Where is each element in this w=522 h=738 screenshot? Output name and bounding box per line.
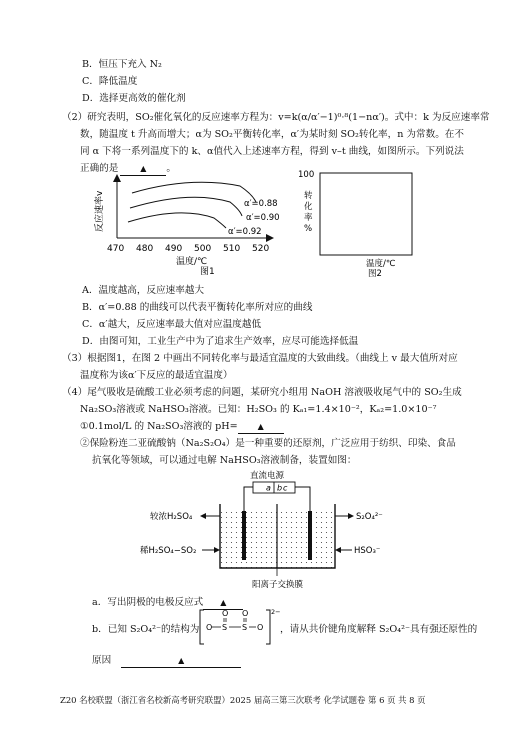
page-footer: Z20 名校联盟（浙江省名校新高考研究联盟）2025 届高三第三次联考 化学试题卷 第 6 页 共 8 页 (60, 695, 426, 705)
q2-line4: 正确的是 ▲ 。 (80, 163, 176, 174)
q4-sub2-line2: 抗氧化等领域，可以通过电解 NaHSO₃溶液制备，装置如图： (92, 455, 357, 466)
fig1-label-088: α′=0.88 (244, 199, 278, 209)
fig1-tick-520: 520 (252, 244, 270, 254)
svg-text:O: O (206, 623, 213, 632)
q2-option-c: C．α′越大，反应速率最大值对应温度越低 (82, 319, 262, 330)
right-bottom-label: HSO₃⁻ (354, 546, 381, 556)
q4-sub1: ①0.1mol/L 的 Na₂SO₃溶液的 pH= ▲ (80, 420, 284, 434)
left-top-label: 较浓H₂SO₄ (150, 512, 193, 522)
fig1-curve-088 (132, 182, 256, 202)
answer-blank: ▲ (140, 164, 147, 173)
fig2-xlabel: 温度/℃ (366, 259, 396, 269)
q4-part-a: a．写出阴极的电极反应式 ▲ (92, 596, 243, 610)
fig1-tick-500: 500 (194, 244, 212, 254)
option-c-top: C．降低温度 (82, 76, 138, 87)
svg-text:%: % (304, 224, 313, 234)
fig1-xlabel: 温度/℃ (176, 257, 208, 267)
svg-text:O: O (257, 623, 264, 632)
q2-line2: 数，随温度 t 升高而增大；α为 SO₂平衡转化率，α′为某时刻 SO₂转化率，n 为常数。在不 (80, 129, 464, 140)
answer-blank: ▲ (220, 598, 227, 607)
option-b-top: B．恒压下充入 N₂ (82, 59, 162, 70)
answer-blank: ▲ (178, 656, 185, 665)
fig2-plot-box (320, 173, 412, 255)
q4-reason: 原因 ▲ (92, 654, 241, 668)
fig1-tick-470: 470 (107, 244, 125, 254)
q4-line2: Na₂SO₃溶液或 NaHSO₃溶液。已知：H₂SO₃ 的 Kₐ₁=1.4×10⁻²，Kₐ₂=1.0×10⁻⁷ (80, 404, 437, 415)
q2-option-b: B．α′=0.88 的曲线可以代表平衡转化率所对应的曲线 (82, 302, 313, 313)
q2-line3: 同 α 下将一系列温度下的 k、α值代入上述速率方程，得到 v–t 曲线，如图所示。下列说法 (80, 146, 464, 157)
fig1-tick-480: 480 (136, 244, 154, 254)
q2-line1: （2）研究表明，SO₂催化氧化的反应速率方程为：v=k(α/α′−1)⁰·⁸(1−nα′)。式中：k 为反应速率常 (62, 112, 490, 123)
svg-text:O: O (242, 609, 249, 618)
q2-option-a: A．温度越高，反应速率越大 (82, 285, 205, 296)
fig1-label-090: α′=0.90 (246, 213, 280, 223)
fig2-top-tick: 100 (298, 170, 315, 180)
svg-text:S: S (242, 623, 248, 632)
q3-line2: 温度称为该α′下反应的最适宜温度） (80, 370, 233, 381)
svg-text:转: 转 (304, 191, 313, 201)
left-bottom-label: 稀H₂SO₄−SO₂ (140, 546, 197, 556)
dc-power-label: 直流电源 (250, 471, 285, 481)
figure-2 (298, 166, 438, 278)
structure-charge: 2− (271, 608, 281, 616)
electrolysis-diagram (140, 466, 400, 590)
fig2-caption: 图2 (368, 269, 382, 279)
fig1-label-092: α′=0.92 (228, 227, 262, 237)
svg-text:b: b (277, 483, 283, 493)
q2-option-d: D．由图可知，工业生产中为了追求生产效率，应尽可能选择低温 (82, 336, 359, 347)
q4-part-b-post: ，请从共价键角度解释 S₂O₄²⁻具有强还原性的 (280, 624, 478, 635)
q4-part-b-pre: b．已知 S₂O₄²⁻的结构为 (92, 624, 200, 635)
right-top-label: S₂O₄²⁻ (356, 512, 383, 522)
fig1-tick-490: 490 (165, 244, 183, 254)
svg-text:c: c (283, 483, 288, 493)
svg-text:率: 率 (304, 213, 313, 223)
s2o4-structure (198, 604, 281, 648)
fig1-tick-510: 510 (223, 244, 241, 254)
svg-text:O: O (222, 609, 229, 618)
option-d-top: D．选择更高效的催化剂 (82, 93, 186, 104)
svg-text:S: S (222, 623, 228, 632)
figure-1 (80, 172, 300, 280)
q3-line1: （3）根据图1，在图 2 中画出不同转化率与最适宜温度的大致曲线。（曲线上 v 最大值所对应 (62, 353, 458, 364)
svg-text:化: 化 (304, 202, 313, 212)
fig2-ylabel (304, 190, 313, 234)
q4-sub2-line1: ②保险粉连二亚硫酸钠（Na₂S₂O₄）是一种重要的还原剂，广泛应用于纺织、印染、食品 (80, 438, 456, 449)
fig1-ylabel: 反应速率v (95, 190, 105, 232)
svg-text:a: a (266, 483, 271, 493)
fig1-caption: 图1 (200, 267, 215, 277)
fig1-curve-092 (128, 213, 226, 228)
q4-line1: （4）尾气吸收是硫酸工业必须考虑的问题，某研究小组用 NaOH 溶液吸收尾气中的 SO₂生成 (62, 387, 462, 398)
answer-blank: ▲ (257, 422, 264, 431)
membrane-label: 阳离子交换膜 (252, 580, 304, 590)
